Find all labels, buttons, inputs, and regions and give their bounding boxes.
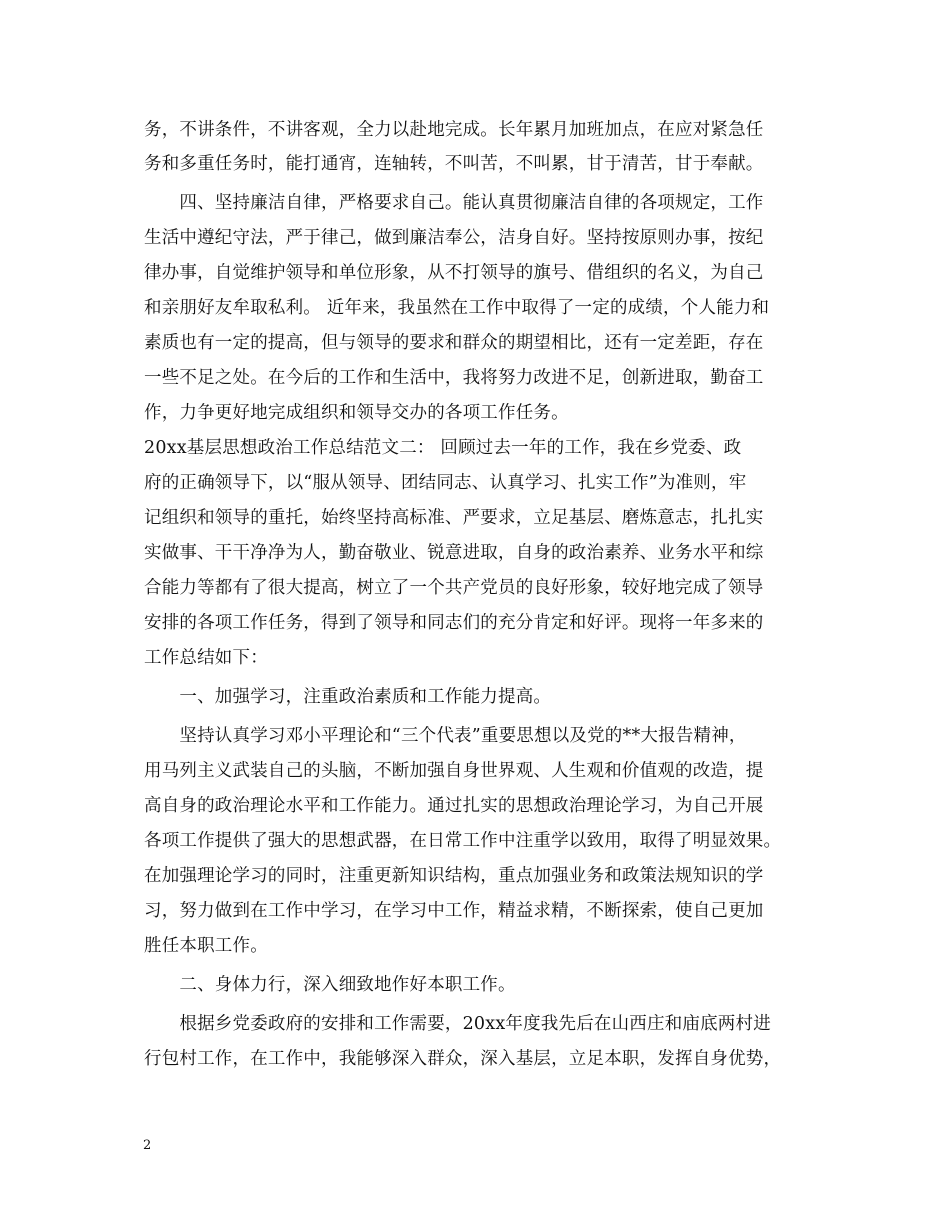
text-line: 一些不足之处。在今后的工作和生活中，我将努力改进不足，创新进取，勤奋工	[144, 368, 764, 388]
text-line: 20xx基层思想政治工作总结范文二： 回顾过去一年的工作，我在乡党委、政	[144, 438, 742, 458]
text-line: 工作总结如下：	[144, 648, 268, 668]
page-number: 2	[143, 1138, 152, 1153]
text-line: 和亲朋好友牟取私利。 近年来，我虽然在工作中取得了一定的成绩，个人能力和	[144, 298, 770, 318]
text-line: 律办事，自觉维护领导和单位形象，从不打领导的旗号、借组织的名义，为自己	[144, 263, 764, 283]
section-heading: 二、身体力行，深入细致地作好本职工作。	[144, 975, 516, 995]
text-line: 记组织和领导的重托，始终坚持高标准、严要求，立足基层、磨炼意志，扎扎实	[144, 508, 764, 528]
text-line: 府的正确领导下，以“服从领导、团结同志、认真学习、扎实工作”为准则，牢	[144, 473, 747, 493]
section-heading: 一、加强学习，注重政治素质和工作能力提高。	[144, 687, 552, 707]
text-line: 四、坚持廉洁自律，严格要求自己。能认真贯彻廉洁自律的各项规定，工作	[144, 193, 764, 213]
text-line: 作，力争更好地完成组织和领导交办的各项工作任务。	[144, 403, 569, 423]
text-line: 合能力等都有了很大提高，树立了一个共产党员的良好形象，较好地完成了领导	[144, 578, 764, 598]
text-line: 高自身的政治理论水平和工作能力。通过扎实的思想政治理论学习，为自己开展	[144, 796, 764, 816]
text-line: 素质也有一定的提高，但与领导的要求和群众的期望相比，还有一定差距，存在	[144, 333, 764, 353]
text-line: 坚持认真学习邓小平理论和“三个代表”重要思想以及党的**大报告精神，	[144, 726, 747, 746]
text-line: 各项工作提供了强大的思想武器，在日常工作中注重学以致用，取得了明显效果。	[144, 831, 782, 851]
text-line: 在加强理论学习的同时，注重更新知识结构，重点加强业务和政策法规知识的学	[144, 866, 764, 886]
text-line: 根据乡党委政府的安排和工作需要，20xx年度我先后在山西庄和庙底两村进	[144, 1014, 771, 1034]
text-line: 实做事、干干净净为人，勤奋敬业、锐意进取，自身的政治素养、业务水平和综	[144, 543, 764, 563]
text-line: 务和多重任务时，能打通宵，连轴转，不叫苦，不叫累，甘于清苦，甘于奉献。	[144, 154, 764, 174]
text-line: 务，不讲条件，不讲客观，全力以赴地完成。长年累月加班加点，在应对紧急任	[144, 120, 764, 140]
text-line: 生活中遵纪守法，严于律己，做到廉洁奉公，洁身自好。坚持按原则办事，按纪	[144, 228, 764, 248]
text-line: 习，努力做到在工作中学习，在学习中工作，精益求精，不断探索，使自己更加	[144, 901, 764, 921]
text-line: 安排的各项工作任务，得到了领导和同志们的充分肯定和好评。现将一年多来的	[144, 613, 764, 633]
text-line: 胜任本职工作。	[144, 936, 268, 956]
text-line: 用马列主义武装自己的头脑，不断加强自身世界观、人生观和价值观的改造，提	[144, 761, 764, 781]
text-line: 行包村工作，在工作中，我能够深入群众，深入基层，立足本职，发挥自身优势，	[144, 1049, 782, 1069]
